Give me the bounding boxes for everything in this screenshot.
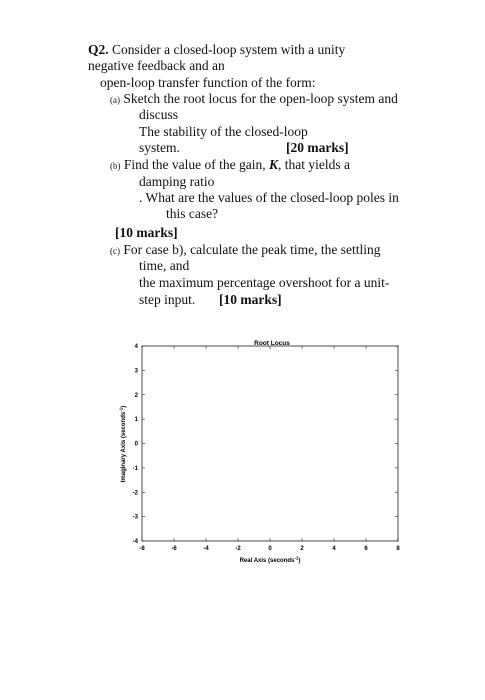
question-intro-line2: negative feedback and an — [88, 58, 225, 73]
y-tick-label: 2 — [134, 392, 138, 399]
x-axis-label — [240, 556, 301, 565]
x-tick-label: -4 — [203, 546, 209, 552]
part-a-label: (a) — [110, 95, 120, 105]
x-tick-label: 2 — [300, 546, 304, 552]
part-a-marks: [20 marks] — [286, 140, 349, 155]
plot-frame — [142, 346, 398, 541]
part-c-line2: time, and — [139, 258, 190, 273]
part-b-label: (b) — [110, 161, 121, 171]
y-tick-label: 3 — [134, 368, 138, 375]
part-a-text: Sketch the root locus for the open-loop system and — [123, 91, 398, 106]
part-c-line3: the maximum percentage overshoot for a unit- — [139, 275, 390, 290]
y-tick-label: 1 — [134, 417, 138, 424]
part-b-line2: damping ratio — [139, 174, 215, 189]
x-tick-label: 6 — [364, 546, 368, 552]
x-tick-label: 4 — [332, 546, 336, 552]
x-axis-label-text: Real Axis (seconds — [239, 558, 295, 564]
gain-symbol: K — [268, 157, 278, 172]
y-tick-label: -1 — [132, 465, 138, 472]
question-intro-line1 — [88, 42, 345, 58]
part-b-line3: . What are the values of the closed-loop poles in — [139, 190, 399, 205]
part-b-text-post: , that yields a — [277, 157, 350, 172]
x-axis-ticks — [139, 346, 400, 552]
part-b-text-pre: Find the value of the gain, — [123, 157, 269, 172]
chart-title: Root Locus — [254, 340, 290, 347]
root-locus-chart — [105, 333, 415, 568]
y-tick-label: -2 — [132, 490, 138, 497]
part-b-marks: [10 marks] — [115, 225, 178, 240]
y-tick-label: 4 — [134, 344, 138, 350]
x-tick-label: 8 — [396, 546, 400, 552]
y-tick-label: 0 — [134, 441, 138, 448]
x-tick-label: 0 — [268, 546, 272, 552]
root-locus-svg — [105, 333, 415, 568]
question-intro-text: Consider a closed-loop system with a unity — [112, 42, 346, 57]
part-a-line1 — [110, 91, 398, 108]
question-intro-line3: open-loop transfer function of the form: — [100, 75, 316, 90]
y-axis-ticks — [133, 344, 398, 545]
x-tick-label: -6 — [171, 546, 177, 552]
part-b-line1 — [110, 157, 350, 174]
x-axis-label-close: ) — [298, 558, 301, 564]
part-a-line3: The stability of the closed-loop — [139, 124, 308, 139]
part-c-label: (c) — [110, 246, 120, 256]
part-c-marks: [10 marks] — [219, 292, 282, 307]
x-axis-label-sup: -1 — [294, 555, 299, 561]
question-block — [0, 0, 485, 330]
part-c-text: For case b), calculate the peak time, the settling — [123, 242, 381, 257]
y-tick-label: -3 — [132, 514, 138, 521]
y-axis-label — [119, 406, 128, 483]
y-tick-label: -4 — [132, 539, 138, 545]
part-c-line4: step input. — [139, 292, 196, 307]
part-b-line4: this case? — [166, 206, 219, 221]
x-tick-label: -2 — [235, 546, 241, 552]
question-number: Q2. — [88, 42, 109, 57]
y-axis-label-close: ) — [121, 405, 127, 408]
part-c-line1 — [110, 242, 381, 259]
part-a-line2: discuss — [139, 107, 179, 122]
y-axis-label-text: Imaginary Axis (seconds — [121, 411, 127, 483]
x-tick-label: -8 — [139, 546, 145, 552]
part-a-line4: system. — [139, 140, 180, 155]
y-axis-label-sup: -1 — [118, 407, 124, 412]
